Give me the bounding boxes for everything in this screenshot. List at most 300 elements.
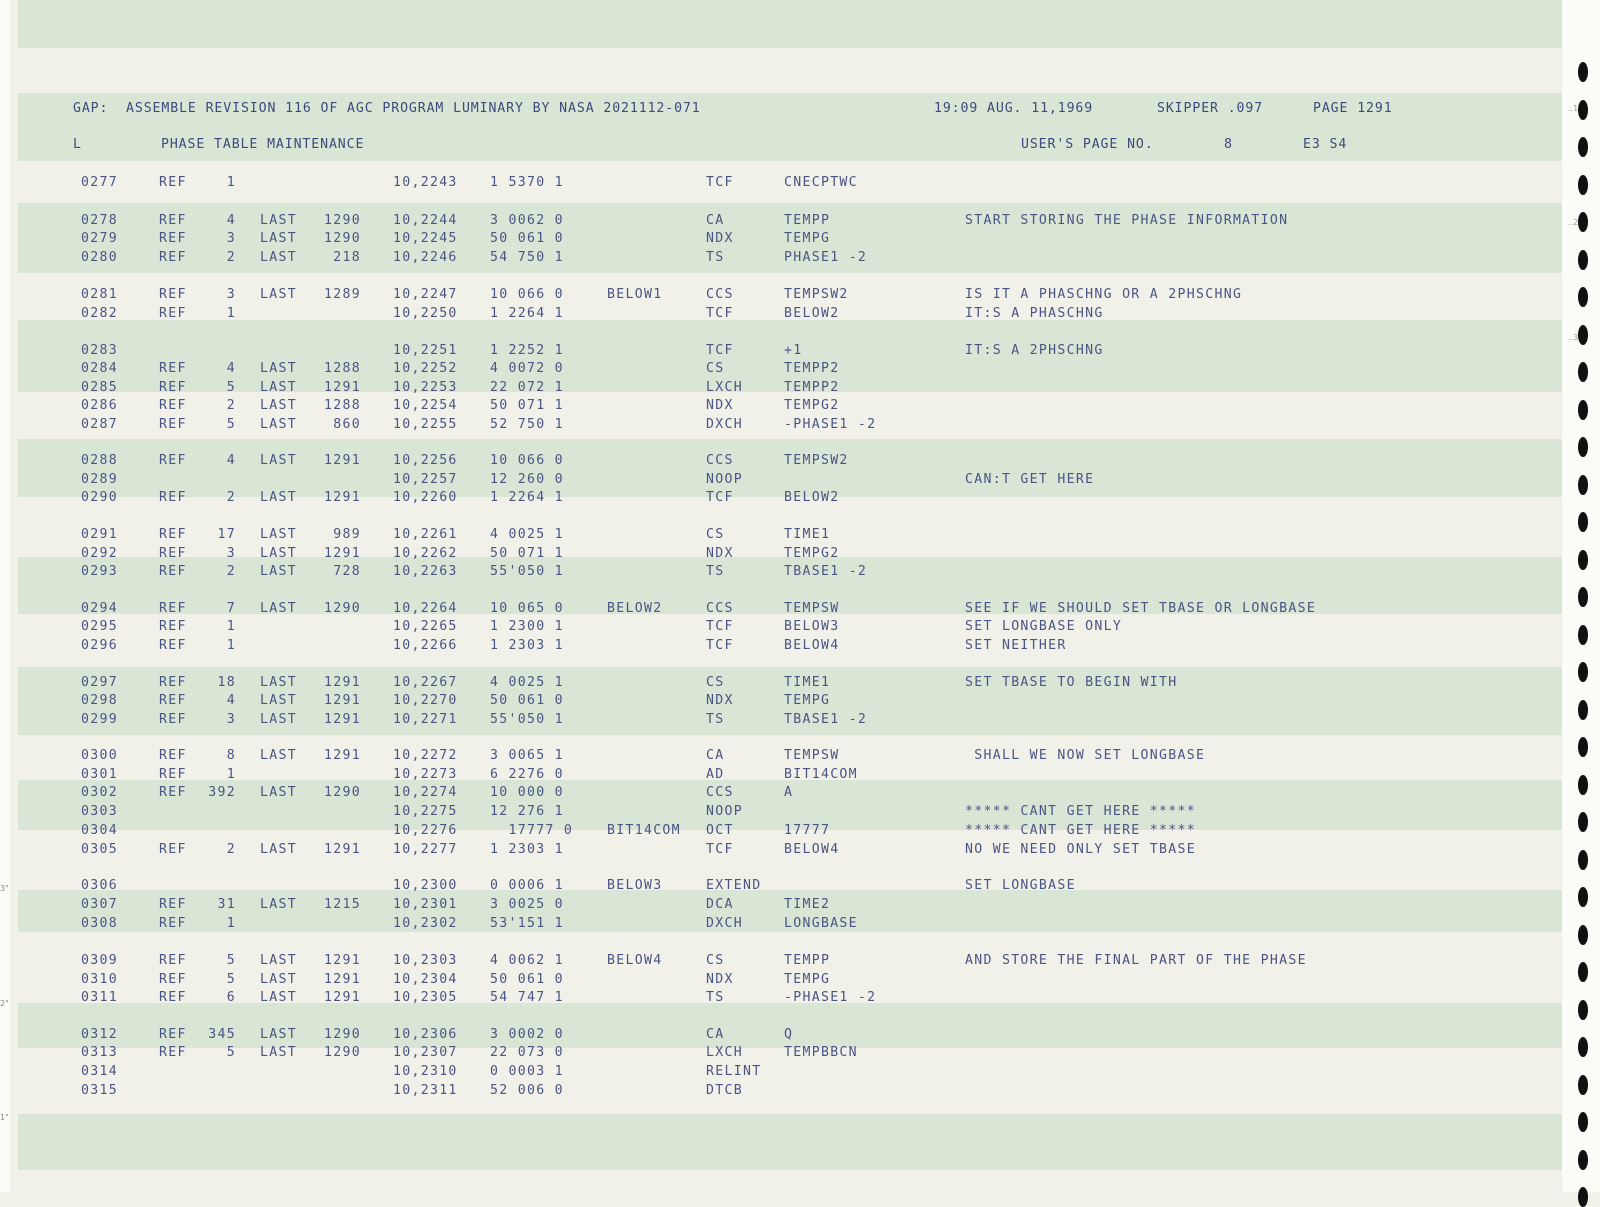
opcode: NOOP: [706, 472, 743, 487]
listing-row: [0, 527, 1600, 546]
last-page: 1291: [324, 380, 361, 395]
address: 10,2255: [393, 417, 458, 432]
ref-tag: REF: [159, 527, 187, 542]
opcode: TS: [706, 712, 725, 727]
octal-word: 52 006 0: [490, 1083, 564, 1098]
listing-row: [0, 361, 1600, 380]
ref-tag: REF: [159, 712, 187, 727]
octal-word: 4 0062 1: [490, 953, 564, 968]
comment: NO WE NEED ONLY SET TBASE: [965, 842, 1196, 857]
last-tag: LAST: [260, 398, 297, 413]
sprocket-hole: [1578, 62, 1588, 82]
last-page: 1289: [324, 287, 361, 302]
ref-tag: REF: [159, 897, 187, 912]
comment: SET LONGBASE ONLY: [965, 619, 1123, 634]
listing-row: [0, 343, 1600, 362]
line-number: 0286: [81, 398, 118, 413]
ref-count: 3: [226, 231, 236, 246]
address: 10,2265: [393, 619, 458, 634]
ref-count: 2: [226, 490, 236, 505]
operand: BELOW4: [784, 638, 840, 653]
last-tag: LAST: [260, 527, 297, 542]
address: 10,2253: [393, 380, 458, 395]
last-page: 1291: [324, 490, 361, 505]
operand: TIME2: [784, 897, 831, 912]
last-tag: LAST: [260, 990, 297, 1005]
line-number: 0299: [81, 712, 118, 727]
listing-row: [0, 380, 1600, 399]
address: 10,2305: [393, 990, 458, 1005]
octal-word: 22 072 1: [490, 380, 564, 395]
last-tag: LAST: [260, 675, 297, 690]
line-number: 0295: [81, 619, 118, 634]
opcode: DTCB: [706, 1083, 743, 1098]
ref-tag: REF: [159, 564, 187, 579]
ref-tag: REF: [159, 250, 187, 265]
last-page: 1290: [324, 601, 361, 616]
ref-tag: REF: [159, 619, 187, 634]
address: 10,2273: [393, 767, 458, 782]
octal-word: 50 071 1: [490, 398, 564, 413]
listing-row: [0, 972, 1600, 991]
last-tag: LAST: [260, 953, 297, 968]
opcode: LXCH: [706, 1045, 743, 1060]
listing-row: [0, 175, 1600, 194]
sprocket-hole: [1578, 137, 1588, 157]
last-page: 1288: [324, 398, 361, 413]
address: 10,2252: [393, 361, 458, 376]
listing-row: [0, 748, 1600, 767]
opcode: EXTEND: [706, 878, 762, 893]
octal-word: 53'151 1: [490, 916, 564, 931]
operand: +1: [784, 343, 803, 358]
ref-count: 1: [226, 916, 236, 931]
opcode: OCT: [706, 823, 734, 838]
listing-row: [0, 490, 1600, 509]
operand: -PHASE1 -2: [784, 990, 877, 1005]
ref-tag: REF: [159, 453, 187, 468]
last-page: 989: [333, 527, 361, 542]
listing-row: [0, 1027, 1600, 1046]
octal-word: 4 0025 1: [490, 527, 564, 542]
line-number: 0311: [81, 990, 118, 1005]
line-number: 0312: [81, 1027, 118, 1042]
last-page: 1291: [324, 972, 361, 987]
listing-row: [0, 785, 1600, 804]
listing-row: [0, 564, 1600, 583]
comment: ***** CANT GET HERE *****: [965, 804, 1196, 819]
listing-row: [0, 675, 1600, 694]
octal-word: 52 750 1: [490, 417, 564, 432]
operand: CNECPTWC: [784, 175, 858, 190]
last-tag: LAST: [260, 601, 297, 616]
label: BELOW1: [607, 287, 663, 302]
opcode: LXCH: [706, 380, 743, 395]
operand: TEMPP: [784, 213, 831, 228]
operand: TBASE1 -2: [784, 712, 868, 727]
address: 10,2301: [393, 897, 458, 912]
opcode: DXCH: [706, 916, 743, 931]
ref-count: 4: [226, 361, 236, 376]
opcode: CA: [706, 1027, 725, 1042]
opcode: NDX: [706, 546, 734, 561]
octal-word: 1 2300 1: [490, 619, 564, 634]
address: 10,2271: [393, 712, 458, 727]
sprocket-hole: [1578, 1187, 1588, 1207]
address: 10,2304: [393, 972, 458, 987]
listing-row: [0, 953, 1600, 972]
octal-word: 1 2252 1: [490, 343, 564, 358]
operand: BELOW4: [784, 842, 840, 857]
ref-count: 1: [226, 638, 236, 653]
margin-mark-1: ..1: [1568, 104, 1579, 113]
last-page: 1291: [324, 546, 361, 561]
ref-count: 2: [226, 398, 236, 413]
line-number: 0293: [81, 564, 118, 579]
operand: TEMPG2: [784, 546, 840, 561]
ref-tag: REF: [159, 398, 187, 413]
last-tag: LAST: [260, 213, 297, 228]
opcode: TCF: [706, 490, 734, 505]
last-tag: LAST: [260, 546, 297, 561]
last-page: 1215: [324, 897, 361, 912]
octal-word: 1 2264 1: [490, 490, 564, 505]
ref-tag: REF: [159, 601, 187, 616]
opcode: CS: [706, 361, 725, 376]
operand: 17777: [784, 823, 831, 838]
last-tag: LAST: [260, 785, 297, 800]
header-skipper: SKIPPER .097: [1157, 101, 1264, 116]
operand: TIME1: [784, 527, 831, 542]
address: 10,2250: [393, 306, 458, 321]
label: BELOW3: [607, 878, 663, 893]
users-page-value: 8: [1224, 137, 1233, 152]
listing-row: [0, 231, 1600, 250]
line-number: 0283: [81, 343, 118, 358]
header-title: GAP: ASSEMBLE REVISION 116 OF AGC PROGRAM LUMINARY BY NASA 2021112-071: [73, 101, 701, 116]
ref-tag: REF: [159, 748, 187, 763]
line-number: 0297: [81, 675, 118, 690]
comment: SET NEITHER: [965, 638, 1067, 653]
line-number: 0281: [81, 287, 118, 302]
opcode: NDX: [706, 972, 734, 987]
listing-row: [0, 398, 1600, 417]
line-number: 0282: [81, 306, 118, 321]
octal-word: 55'050 1: [490, 564, 564, 579]
line-number: 0308: [81, 916, 118, 931]
ref-count: 3: [226, 712, 236, 727]
last-page: 1290: [324, 1027, 361, 1042]
last-tag: LAST: [260, 842, 297, 857]
octal-word: 22 073 0: [490, 1045, 564, 1060]
last-page: 1291: [324, 953, 361, 968]
line-number: 0310: [81, 972, 118, 987]
listing-row: [0, 546, 1600, 565]
ref-tag: REF: [159, 953, 187, 968]
octal-word: 10 066 0: [490, 453, 564, 468]
opcode: NDX: [706, 693, 734, 708]
sprocket-hole: [1578, 1112, 1588, 1132]
address: 10,2300: [393, 878, 458, 893]
operand: Q: [784, 1027, 794, 1042]
operand: PHASE1 -2: [784, 250, 868, 265]
line-number: 0296: [81, 638, 118, 653]
ref-count: 392: [208, 785, 236, 800]
line-number: 0305: [81, 842, 118, 857]
operand: TEMPP2: [784, 380, 840, 395]
comment: AND STORE THE FINAL PART OF THE PHASE: [965, 953, 1307, 968]
users-page-label: USER'S PAGE NO.: [1021, 137, 1154, 152]
opcode: CCS: [706, 785, 734, 800]
opcode: CCS: [706, 601, 734, 616]
ref-count: 4: [226, 453, 236, 468]
ref-count: 7: [226, 601, 236, 616]
operand: -PHASE1 -2: [784, 417, 877, 432]
address: 10,2263: [393, 564, 458, 579]
ref-count: 6: [226, 990, 236, 1005]
sprocket-hole: [1578, 1150, 1588, 1170]
octal-word: 1 5370 1: [490, 175, 564, 190]
last-page: 860: [333, 417, 361, 432]
octal-word: 54 750 1: [490, 250, 564, 265]
listing-row: [0, 878, 1600, 897]
octal-word: 50 061 0: [490, 693, 564, 708]
ref-count: 5: [226, 380, 236, 395]
header-date: 19:09 AUG. 11,1969: [934, 101, 1094, 116]
address: 10,2251: [393, 343, 458, 358]
last-tag: LAST: [260, 693, 297, 708]
line-number: 0289: [81, 472, 118, 487]
last-page: 1291: [324, 712, 361, 727]
opcode: CS: [706, 527, 725, 542]
operand: LONGBASE: [784, 916, 858, 931]
comment: SEE IF WE SHOULD SET TBASE OR LONGBASE: [965, 601, 1317, 616]
left-mark-3: 3": [0, 884, 9, 893]
octal-word: 3 0065 1: [490, 748, 564, 763]
comment: IS IT A PHASCHNG OR A 2PHSCHNG: [965, 287, 1243, 302]
address: 10,2244: [393, 213, 458, 228]
address: 10,2311: [393, 1083, 458, 1098]
address: 10,2257: [393, 472, 458, 487]
ref-count: 1: [226, 175, 236, 190]
line-number: 0313: [81, 1045, 118, 1060]
line-number: 0315: [81, 1083, 118, 1098]
ref-tag: REF: [159, 972, 187, 987]
ref-count: 345: [208, 1027, 236, 1042]
listing-row: [0, 990, 1600, 1009]
opcode: NOOP: [706, 804, 743, 819]
ref-count: 5: [226, 972, 236, 987]
left-mark-1: 1": [0, 1113, 9, 1122]
octal-word: 0 0003 1: [490, 1064, 564, 1079]
ref-count: 5: [226, 417, 236, 432]
octal-word: 6 2276 0: [490, 767, 564, 782]
listing-row: [0, 1045, 1600, 1064]
octal-word: 10 066 0: [490, 287, 564, 302]
line-number: 0307: [81, 897, 118, 912]
ref-count: 1: [226, 619, 236, 634]
octal-word: 10 000 0: [490, 785, 564, 800]
operand: TEMPG2: [784, 398, 840, 413]
sprocket-hole: [1578, 325, 1588, 345]
ref-tag: REF: [159, 361, 187, 376]
line-number: 0280: [81, 250, 118, 265]
last-page: 1290: [324, 1045, 361, 1060]
listing-row: [0, 619, 1600, 638]
line-number: 0291: [81, 527, 118, 542]
operand: TEMPBBCN: [784, 1045, 858, 1060]
operand: TBASE1 -2: [784, 564, 868, 579]
ref-tag: REF: [159, 546, 187, 561]
listing-row: [0, 823, 1600, 842]
listing-row: [0, 306, 1600, 325]
line-number: 0277: [81, 175, 118, 190]
listing-row: [0, 842, 1600, 861]
line-number: 0303: [81, 804, 118, 819]
last-page: 728: [333, 564, 361, 579]
last-tag: LAST: [260, 250, 297, 265]
ref-tag: REF: [159, 1045, 187, 1060]
label: BELOW2: [607, 601, 663, 616]
comment: SET TBASE TO BEGIN WITH: [965, 675, 1178, 690]
address: 10,2272: [393, 748, 458, 763]
ref-count: 4: [226, 693, 236, 708]
operand: TEMPSW: [784, 601, 840, 616]
address: 10,2261: [393, 527, 458, 542]
listing-row: [0, 916, 1600, 935]
last-page: 1290: [324, 785, 361, 800]
ref-tag: REF: [159, 380, 187, 395]
line-number: 0309: [81, 953, 118, 968]
line-number: 0288: [81, 453, 118, 468]
ref-count: 4: [226, 213, 236, 228]
ref-count: 31: [217, 897, 236, 912]
opcode: TS: [706, 990, 725, 1005]
octal-word: 10 065 0: [490, 601, 564, 616]
address: 10,2303: [393, 953, 458, 968]
octal-word: 50 061 0: [490, 972, 564, 987]
line-number: 0304: [81, 823, 118, 838]
ref-count: 18: [217, 675, 236, 690]
ref-tag: REF: [159, 1027, 187, 1042]
last-page: 1288: [324, 361, 361, 376]
listing-row: [0, 767, 1600, 786]
operand: BIT14COM: [784, 767, 858, 782]
operand: TEMPP2: [784, 361, 840, 376]
listing-row: [0, 804, 1600, 823]
ref-count: 2: [226, 250, 236, 265]
opcode: TCF: [706, 638, 734, 653]
last-tag: LAST: [260, 490, 297, 505]
line-number: 0298: [81, 693, 118, 708]
last-tag: LAST: [260, 380, 297, 395]
line-number: 0294: [81, 601, 118, 616]
ref-tag: REF: [159, 287, 187, 302]
comment: IT:S A PHASCHNG: [965, 306, 1104, 321]
opcode: CCS: [706, 287, 734, 302]
last-page: 1291: [324, 675, 361, 690]
opcode: CS: [706, 675, 725, 690]
ref-count: 3: [226, 546, 236, 561]
opcode: TCF: [706, 175, 734, 190]
ref-count: 2: [226, 842, 236, 857]
opcode: CA: [706, 748, 725, 763]
octal-word: 4 0025 1: [490, 675, 564, 690]
ref-tag: REF: [159, 213, 187, 228]
ref-count: 1: [226, 306, 236, 321]
last-tag: LAST: [260, 1045, 297, 1060]
listing-row: [0, 1083, 1600, 1102]
margin-mark-2: ..2: [1568, 218, 1579, 227]
ref-tag: REF: [159, 693, 187, 708]
listing-row: [0, 601, 1600, 620]
opcode: TS: [706, 250, 725, 265]
comment: ***** CANT GET HERE *****: [965, 823, 1196, 838]
line-number: 0284: [81, 361, 118, 376]
opcode: CCS: [706, 453, 734, 468]
line-number: 0290: [81, 490, 118, 505]
opcode: DXCH: [706, 417, 743, 432]
last-tag: LAST: [260, 1027, 297, 1042]
ref-tag: REF: [159, 990, 187, 1005]
address: 10,2262: [393, 546, 458, 561]
last-tag: LAST: [260, 287, 297, 302]
listing-row: [0, 417, 1600, 436]
sprocket-hole: [1578, 100, 1588, 120]
line-number: 0314: [81, 1064, 118, 1079]
octal-word: 17777 0: [490, 823, 574, 838]
last-page: 1291: [324, 453, 361, 468]
listing-row: [0, 897, 1600, 916]
address: 10,2275: [393, 804, 458, 819]
ref-tag: REF: [159, 417, 187, 432]
address: 10,2276: [393, 823, 458, 838]
listing-row: [0, 1064, 1600, 1083]
opcode: TCF: [706, 343, 734, 358]
address: 10,2277: [393, 842, 458, 857]
address: 10,2307: [393, 1045, 458, 1060]
last-page: 1291: [324, 842, 361, 857]
ref-count: 17: [217, 527, 236, 542]
ref-tag: REF: [159, 231, 187, 246]
last-page: 1291: [324, 693, 361, 708]
ref-tag: REF: [159, 916, 187, 931]
opcode: NDX: [706, 398, 734, 413]
ref-tag: REF: [159, 675, 187, 690]
operand: BELOW3: [784, 619, 840, 634]
operand: TEMPSW: [784, 748, 840, 763]
last-tag: LAST: [260, 564, 297, 579]
address: 10,2256: [393, 453, 458, 468]
line-number: 0301: [81, 767, 118, 782]
ref-tag: REF: [159, 638, 187, 653]
header-page: PAGE 1291: [1313, 101, 1393, 116]
octal-word: 50 071 1: [490, 546, 564, 561]
comment: CAN:T GET HERE: [965, 472, 1095, 487]
opcode: AD: [706, 767, 725, 782]
section-title: PHASE TABLE MAINTENANCE: [161, 137, 365, 152]
line-number: 0285: [81, 380, 118, 395]
opcode: NDX: [706, 231, 734, 246]
label: BIT14COM: [607, 823, 681, 838]
octal-word: 1 2303 1: [490, 842, 564, 857]
listing-row: [0, 213, 1600, 232]
left-mark-2: 2": [0, 999, 9, 1008]
listing-row: [0, 250, 1600, 269]
opcode: TS: [706, 564, 725, 579]
last-page: 1290: [324, 231, 361, 246]
line-number: 0287: [81, 417, 118, 432]
